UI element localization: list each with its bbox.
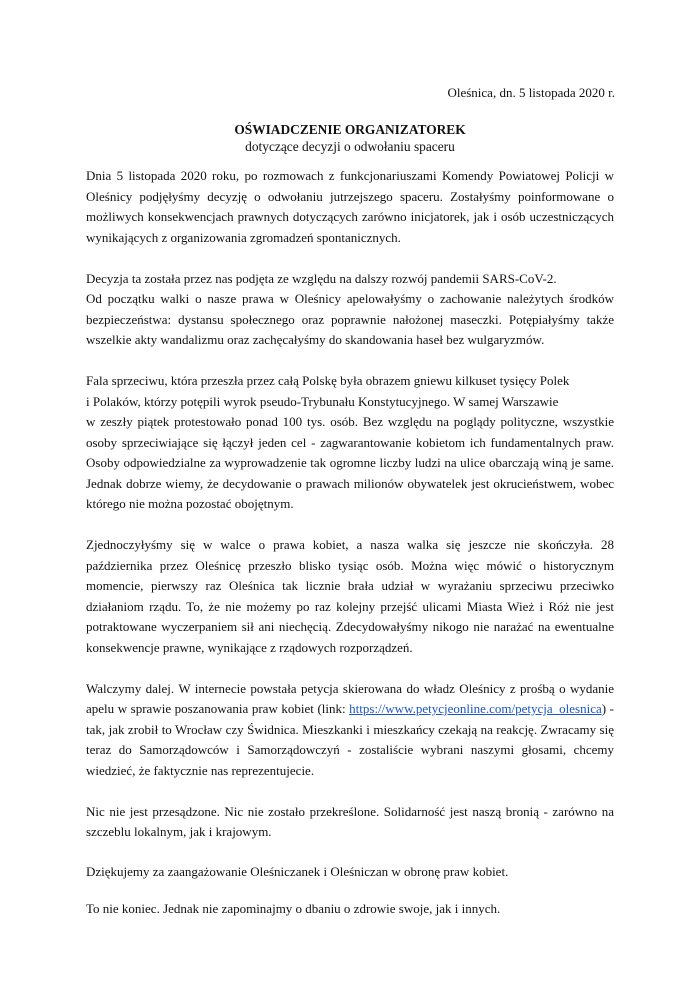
paragraph-decision: Dnia 5 listopada 2020 roku, po rozmowach z funkcjonariuszami Komendy Powiatowej Policji w Oleśnicy podjęłyśmy decyzję o odwołaniu jutrzejszego spaceru. Zostałyśmy poinformowane o możliwych konsekwencjach prawnych dotyczących zarówno inicjatorek, jak i osób uczestniczących wynikających z organizowania zgromadzeń spontanicznych. (86, 168, 614, 245)
paragraph-protest (86, 371, 614, 515)
paragraph-unity: Zjednoczyłyśmy się w walce o prawa kobiet, a nasza walka się jeszcze nie skończyła. 28 października przez Oleśnicę przeszło blisko tysiąc osób. Można więc mówić o historycznym momencie, pierwszy raz Oleśnica tak licznie brała udział w wyrażaniu sprzeciwu przeciwko działaniom rządu. To, że nie możemy po raz kolejny przejść ulicami Miasta Wież i Róż nie jest potraktowane wyczerpaniem sił ani niechęcią. Zdecydowałyśmy nikogo nie narażać na ewentualne konsekwencje prawne, wynikające z rządowych rozporządzeń. (86, 537, 614, 655)
paragraph-petition-text-before: Walczymy dalej. W internecie powstała petycja skierowana do władz Oleśnicy z prośbą o wydanie apelu w sprawie poszanowania praw kobiet (link: (86, 680, 614, 716)
document-body (86, 166, 614, 940)
paragraph-solidarity: Nic nie jest przesądzone. Nic nie zostało przekreślone. Solidarność jest naszą bronią - zarówno na szczeblu lokalnym, jak i krajowym. (86, 803, 614, 839)
paragraph-protest-rest: w zeszły piątek protestowało ponad 100 tys. osób. Bez względu na poglądy polityczne, wszystkie osoby sprzeciwiające się łączył jeden cel - zagwarantowanie kobietom ich fundamentalnych praw. Osoby odpowiedzialne za wyprowadzenie tak ogromne liczby ludzi na ulice obarczają winą je same. Jednak dobrze wiemy, że decydowanie o prawach milionów obywatelek jest okrucieństwem, wobec którego nie można pozostać obojętnym. (86, 414, 614, 511)
title-block (0, 121, 700, 155)
paragraph-pandemic (86, 269, 614, 351)
place-date: Oleśnica, dn. 5 listopada 2020 r. (447, 85, 615, 100)
paragraph-petition-text-after: ) - tak, jak zrobił to Wrocław czy Świdnica. Mieszkanki i mieszkańcy czekają na reakcję. Zwracamy się teraz do Samorządowców i Samorządowczyń - zostaliście wybrani naszymi głosami, chcemy wiedzieć, że faktycznie nas reprezentujecie. (86, 701, 614, 778)
paragraph-protest-line-1: Fala sprzeciwu, która przeszła przez całą Polskę była obrazem gniewu kilkuset tysięcy Polek (86, 373, 570, 388)
paragraph-petition (86, 679, 614, 782)
paragraph-closing: To nie koniec. Jednak nie zapominajmy o dbaniu o zdrowie swoje, jak i innych. (86, 901, 501, 916)
petition-link[interactable]: https://www.petycjeonline.com/petycja_olesnica (349, 701, 602, 716)
paragraph-pandemic-line-1: Decyzja ta została przez nas podjęta ze względu na dalszy rozwój pandemii SARS-CoV-2. (86, 270, 557, 286)
paragraph-thanks: Dziękujemy za zaangażowanie Oleśniczanek i Oleśniczan w obronę praw kobiet. (86, 863, 509, 879)
document-title: OŚWIADCZENIE ORGANIZATOREK (234, 122, 466, 137)
document-subtitle: dotyczące decyzji o odwołaniu spaceru (245, 139, 455, 154)
paragraph-pandemic-rest: Od początku walki o nasze prawa w Oleśnicy apelowałyśmy o zachowanie należytych środków bezpieczeństwa: dystansu społecznego oraz poprawnie nałożonej maseczki. Potępiałyśmy także wszelkie akty wandalizmu oraz zachęcałyśmy do skandowania haseł bez wulgaryzmów. (86, 291, 614, 347)
paragraph-protest-line-2: i Polaków, którzy potępili wyrok pseudo-Trybunału Konstytucyjnego. W samej Warszawie (86, 393, 559, 409)
